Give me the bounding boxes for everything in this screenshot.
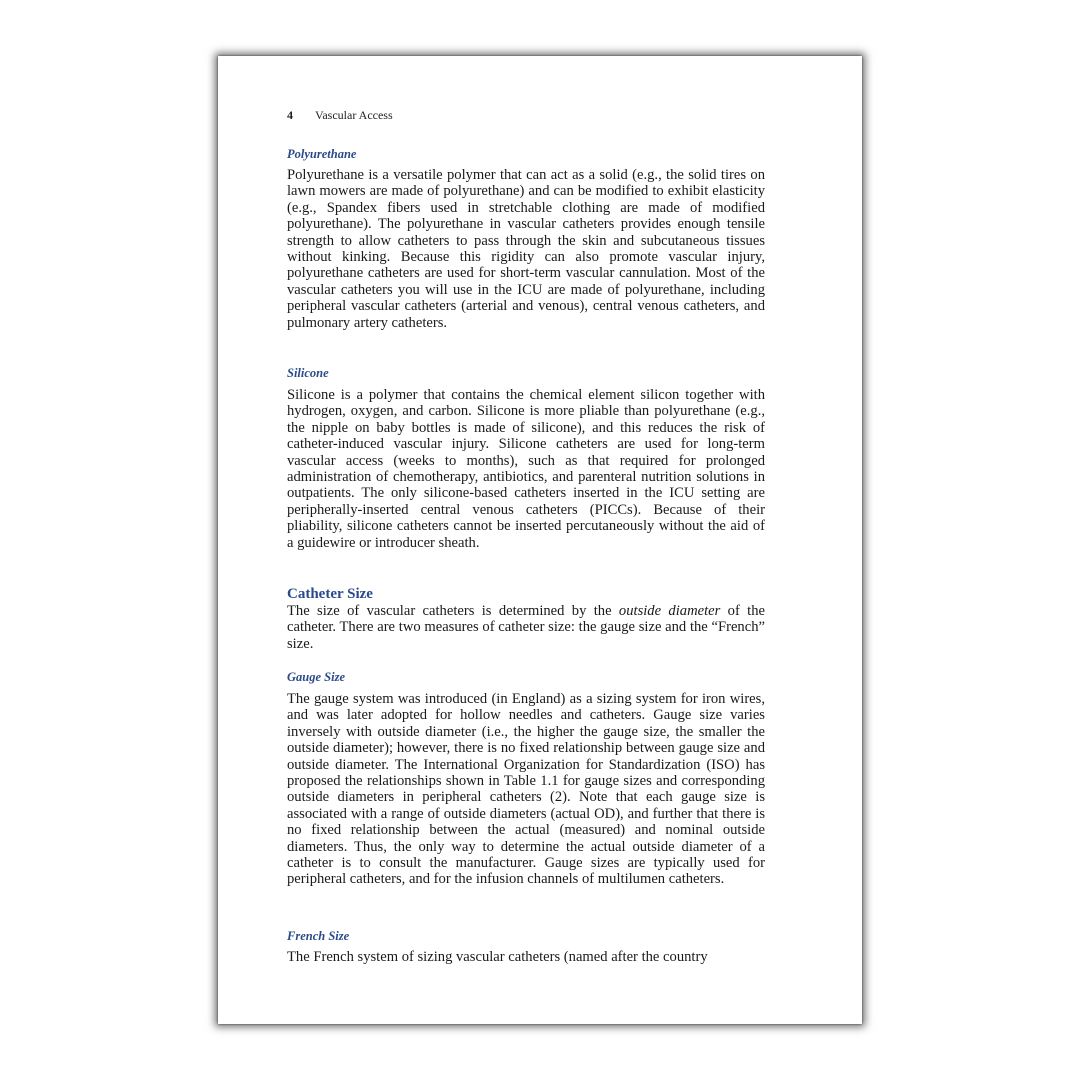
heading-french-size: French Size [287,929,350,943]
catheter-size-text-before: The size of vascular catheters is determined by the [287,603,619,619]
paragraph-gauge-size: The gauge system was introduced (in England) as a sizing system for iron wires, and was later adopted for hollow needles and catheters. Gauge size varies inversely with outside diameter (i.e., the higher the gauge size, the smaller the outside diameter); however, there is no fixed relationship between gauge size and outside diameter. The International Organization for Standardization (ISO) has proposed the relationships shown in Table 1.1 for gauge sizes and corresponding outside diameters in peripheral catheters (2). Note that each gauge size is associated with a range of outside diameters (actual OD), and further that there is no fixed relationship between the actual (measured) and nominal outside diameters. Thus, the only way to determine the actual outside diameter of a catheter is to consult the manufacturer. Gauge sizes are typically used for peripheral catheters, and for the infusion channels of multilumen catheters. [287,691,765,888]
catheter-size-text-emphasis: outside diameter [618,603,721,619]
heading-catheter-size: Catheter Size [287,586,373,602]
page-number: 4 [287,108,293,122]
paragraph-polyurethane: Polyurethane is a versatile polymer that can act as a solid (e.g., the solid tires on lawn mowers are made of polyurethane) and can be modified to exhibit elasticity (e.g., Spandex fibers used in stretchable clothing are made of modified polyurethane). The polyurethane in vascular catheters provides enough tensile strength to allow catheters to pass through the skin and subcutaneous tissues without kinking. Because this rigidity can also promote vascular injury, polyurethane catheters are used for short-term vascular cannulation. Most of the vascular catheters you will use in the ICU are made of polyurethane, including peripheral vascular catheters (arterial and venous), central venous catheters, and pulmonary artery catheters. [287,167,765,331]
document-page [218,56,862,1024]
heading-gauge-size: Gauge Size [287,670,345,684]
catheter-size-text-after: of the catheter. There are two measures of catheter size: the gauge size and the “French” size. [287,603,765,652]
running-head [287,108,393,123]
paragraph-silicone: Silicone is a polymer that contains the chemical element silicon together with hydrogen, oxygen, and carbon. Silicone is more pliable than polyurethane (e.g., the nipple on baby bottles is made of silicone), and this reduces the risk of catheter-induced vascular injury. Silicone catheters are used for long-term vascular access (weeks to months), such as that required for prolonged administration of chemotherapy, antibiotics, and parenteral nutrition solutions in outpatients. The only silicone-based catheters inserted in the ICU setting are peripherally-inserted central venous catheters (PICCs). Because of their pliability, silicone catheters cannot be inserted percutaneously without the aid of a guidewire or introducer sheath. [287,387,765,551]
paragraph-french-size: The French system of sizing vascular catheters (named after the country [287,949,708,965]
heading-polyurethane: Polyurethane [287,147,357,161]
running-title: Vascular Access [315,108,393,122]
paragraph-catheter-size [287,603,765,652]
heading-silicone: Silicone [287,366,329,380]
